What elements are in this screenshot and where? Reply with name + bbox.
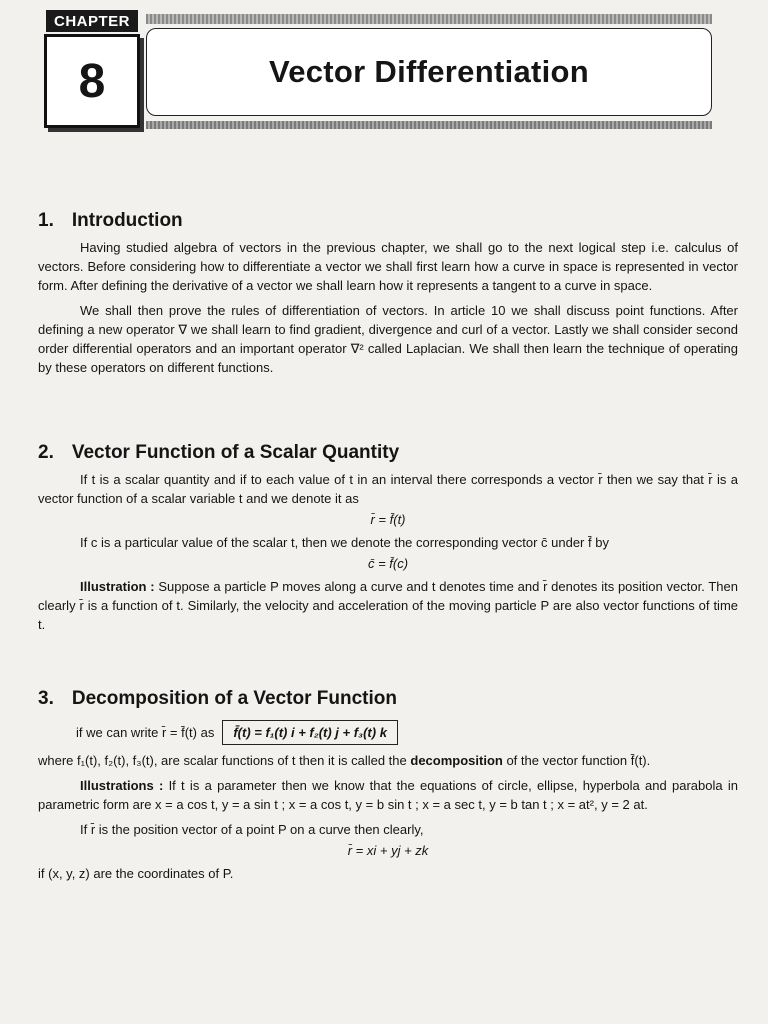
section-vector-function [38,442,738,634]
illustrations-text: If t is a parameter then we know that the equations of circle, ellipse, hyperbola and parabola in parametric form are x = a cos t, y = a sin t ; x = a cos t, y = b sin t ; x = a sec t, y = b tan t ; x = at², y = 2 at. [38,778,738,812]
section-introduction [38,210,738,377]
paragraph: Having studied algebra of vectors in the previous chapter, we shall go to the next logical step i.e. calculus of vectors. Before considering how to differentiate a vector we shall first learn how a curve in space is represented in vector form. After defining the derivative of a vector we shall learn how it represents a tangent to a curve in space. [38,240,738,293]
illustration-paragraph [38,577,738,634]
chapter-label: CHAPTER [46,10,138,32]
paragraph [38,751,738,770]
equation: r̄ = xi + yj + zk [347,843,429,858]
section-heading [38,688,738,710]
text-run: of the vector function f̄(t). [506,753,651,768]
paragraph: We shall then prove the rules of differentiation of vectors. In article 10 we shall discuss point functions. After defining a new operator ∇ we shall learn to find gradient, divergence and curl of a vector. Lastly we shall consider second order differential operators and an important operator ∇² called Laplacian. We shall then learn the technique of operating by these operators on different functions. [38,303,738,375]
lead-text: if we can write r̄ = f̄(t) as [76,725,215,740]
chapter-title: Vector Differentiation [146,28,712,116]
text-run: where f₁(t), f₂(t), f₃(t), are scalar functions of t then it is called the [38,753,407,768]
section-heading [38,442,738,464]
section-heading [38,210,738,232]
paragraph: if (x, y, z) are the coordinates of P. [38,866,234,881]
section-number: 2. [38,442,54,463]
paragraph: If t is a scalar quantity and if to each value of t in an interval there corresponds a vector r̄ then we say that r̄ is a vector function of a scalar variable t and we denote it as [38,472,738,506]
section-title: Introduction [71,210,183,231]
section-decomposition [38,688,738,883]
section-number: 1. [38,210,54,231]
illustrations-paragraph [38,776,738,814]
equation: c̄ = f̄(c) [367,556,409,571]
equation: r̄ = f̄(t) [370,512,406,527]
illustrations-label: Illustrations : [80,778,164,793]
header-bottom-rule [146,121,712,129]
paragraph: If r̄ is the position vector of a point P on a curve then clearly, [80,822,424,837]
illustration-text: Suppose a particle P moves along a curve and t denotes time and r̄ denotes its position vector. Then clearly r̄ is a function of t. Similarly, the velocity and acceleration of the moving particle P are also vector functions of time t. [38,579,738,632]
decomposition-line [76,720,738,745]
chapter-number: 8 [44,34,140,128]
section-title: Decomposition of a Vector Function [71,688,397,709]
section-title: Vector Function of a Scalar Quantity [71,442,400,463]
paragraph: If c is a particular value of the scalar t, then we denote the corresponding vector c̄ under f̄ by [80,535,609,550]
illustration-label: Illustration : [80,579,155,594]
boxed-equation: f̄(t) = f₁(t) i + f₂(t) j + f₃(t) k [222,720,398,745]
header-top-rule [146,14,712,24]
bold-term: decomposition [410,753,503,768]
section-number: 3. [38,688,54,709]
